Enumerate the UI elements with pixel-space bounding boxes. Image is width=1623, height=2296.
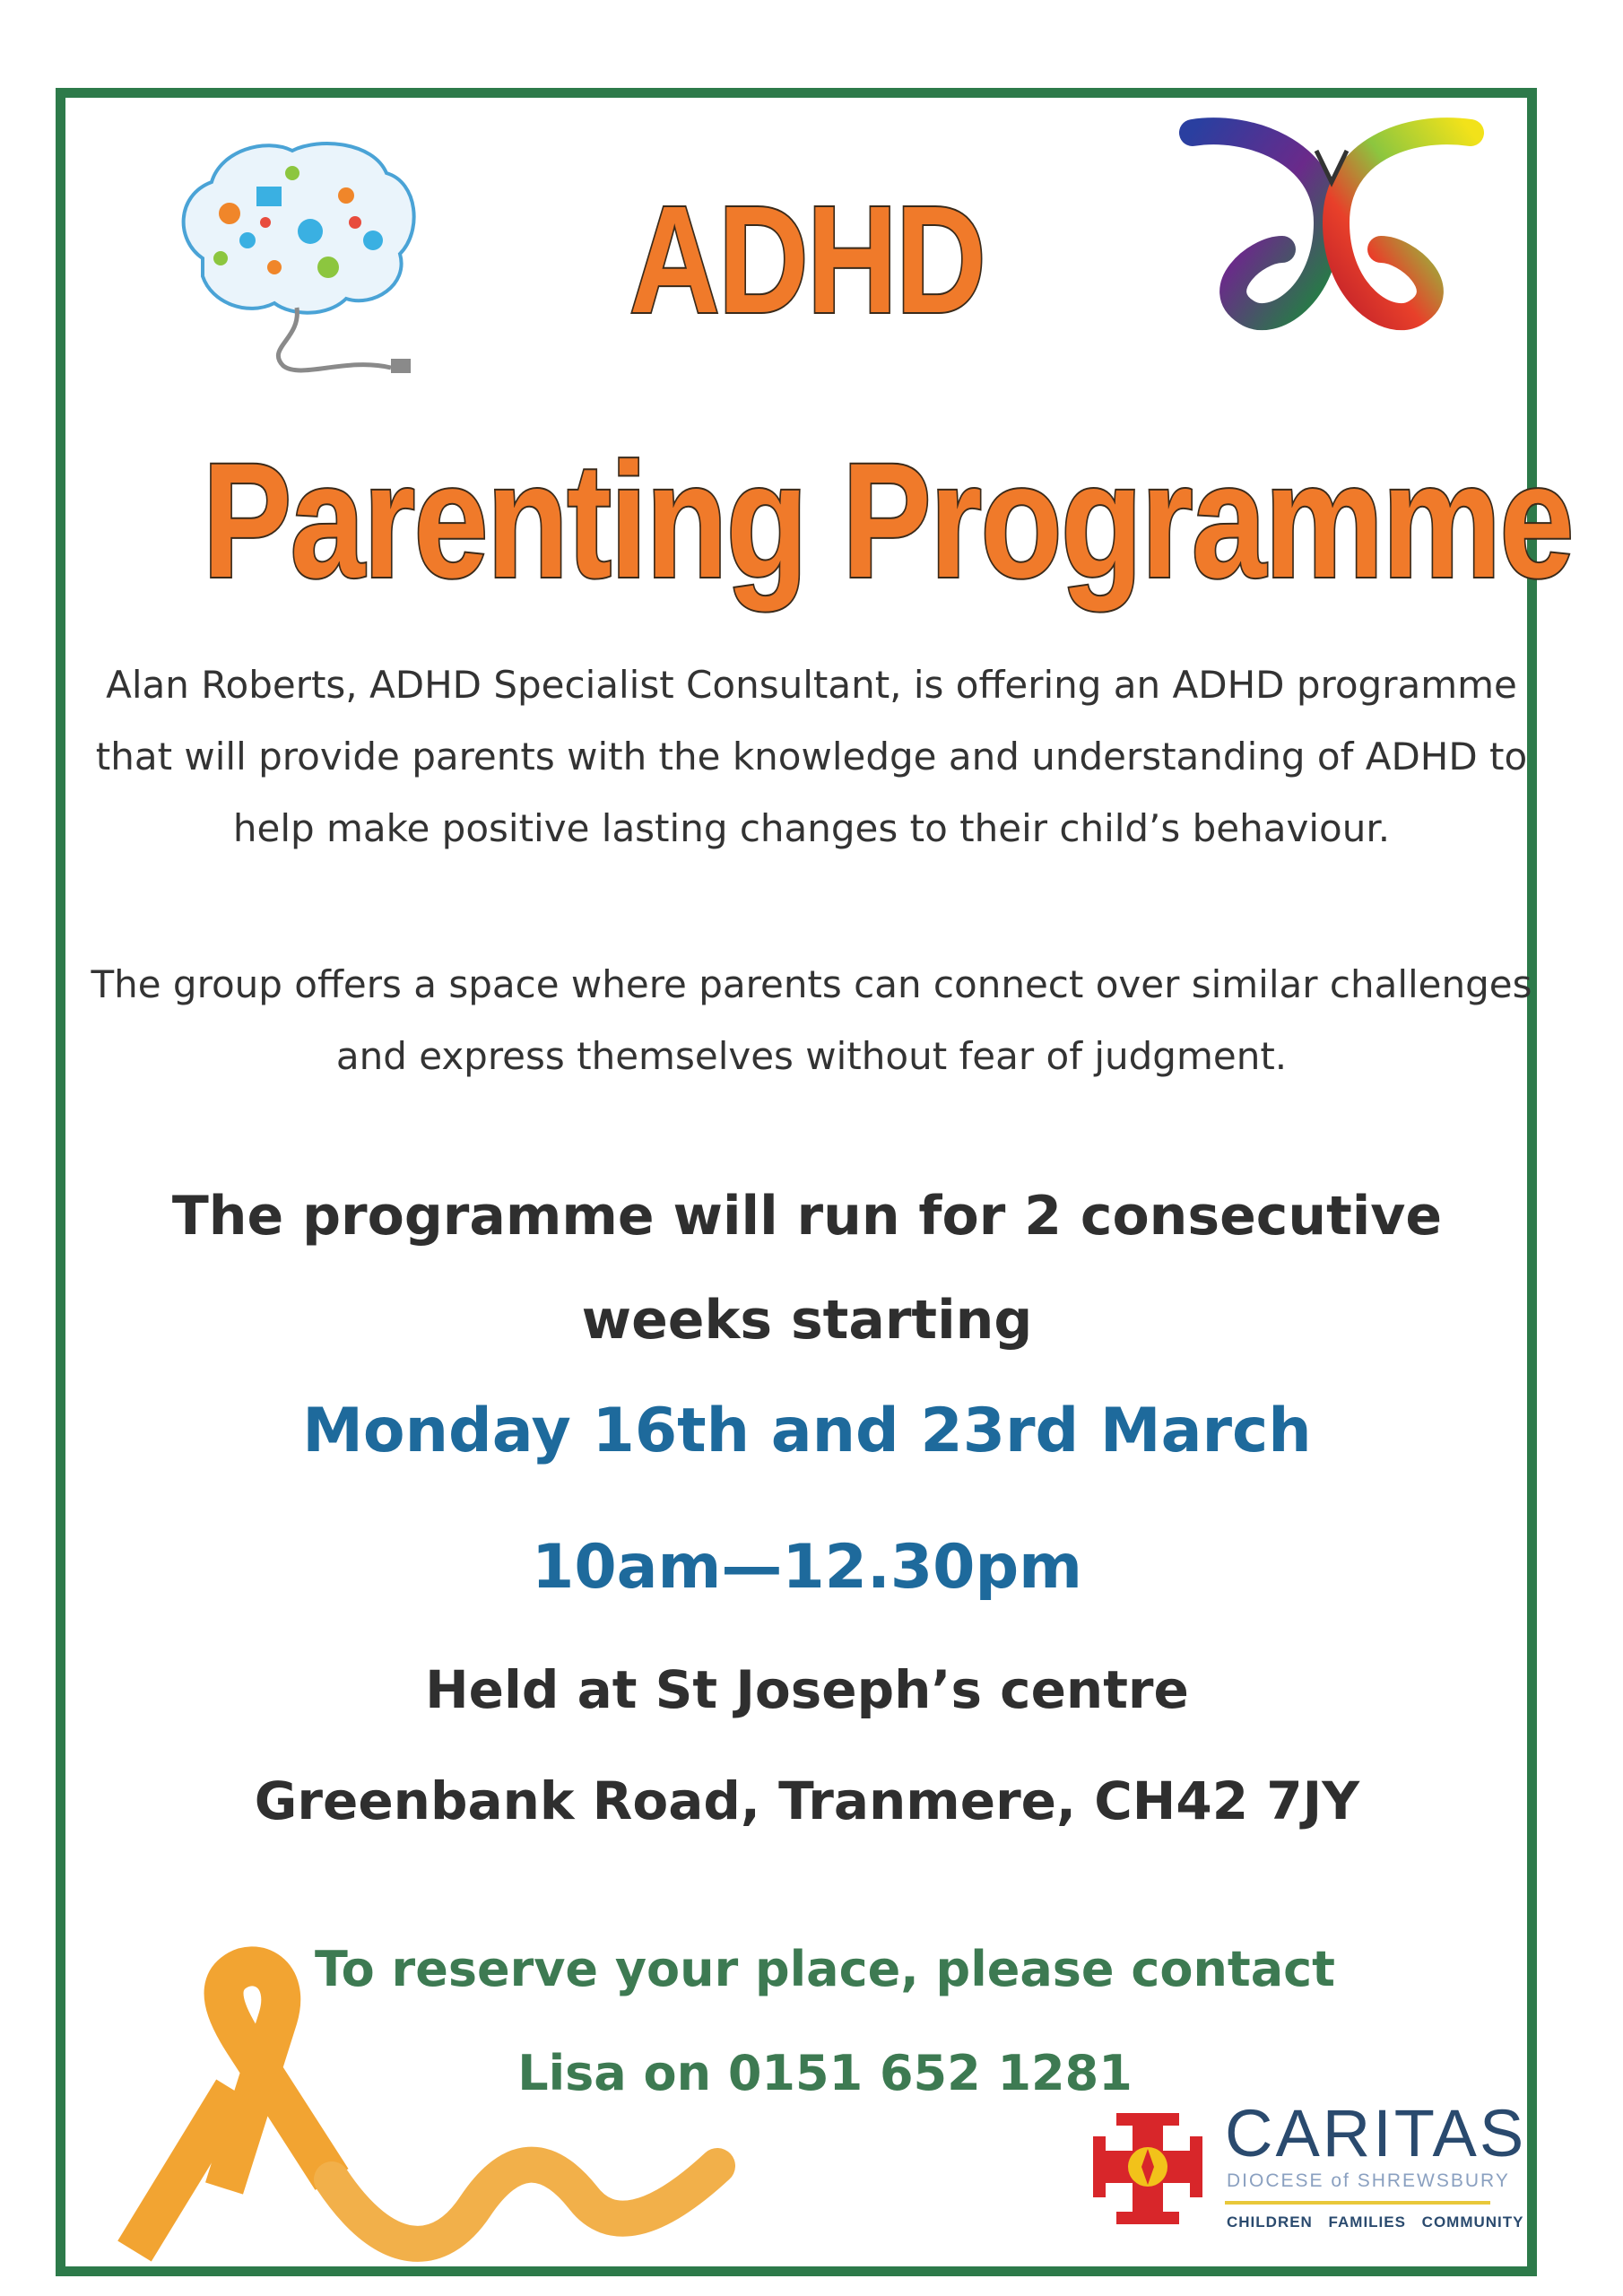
intro-paragraph-2: The group offers a space where parents can connect over similar challenges and express themselves without fear of judgment. [91,962,1532,1078]
brain-icon [167,133,427,384]
title-parenting-programme: Parenting Programme [202,429,1573,612]
intro-paragraph-1: Alan Roberts, ADHD Specialist Consultant, is offering an ADHD programme that will provide parents with the knowledge and understanding of ADHD to help make positive lasting changes to their child’s behaviour. [95,663,1528,850]
contact-phone: Lisa on 0151 652 1281 [517,2045,1133,2101]
programme-run-text: The programme will run for 2 consecutive weeks starting [171,1185,1443,1352]
caritas-logo-name: CARITAS [1225,2096,1527,2170]
venue-address: Greenbank Road, Tranmere, CH42 7JY [254,1770,1360,1831]
venue-name: Held at St Joseph’s centre [425,1659,1189,1720]
caritas-divider [1225,2201,1490,2205]
caritas-logo-subtitle: DIOCESE of SHREWSBURY [1227,2170,1510,2191]
butterfly-logo-icon [1175,115,1488,339]
caritas-cross-icon [1089,2109,1206,2228]
programme-time: 10am—12.30pm [532,1532,1082,1603]
contact-line-1: To reserve your place, please contact [315,1941,1335,1997]
caritas-logo-tagline: CHILDREN FAMILIES COMMUNITY [1227,2213,1524,2231]
awareness-ribbon-icon [99,1937,744,2269]
title-adhd: ADHD [629,175,985,345]
programme-dates: Monday 16th and 23rd March [302,1396,1312,1466]
